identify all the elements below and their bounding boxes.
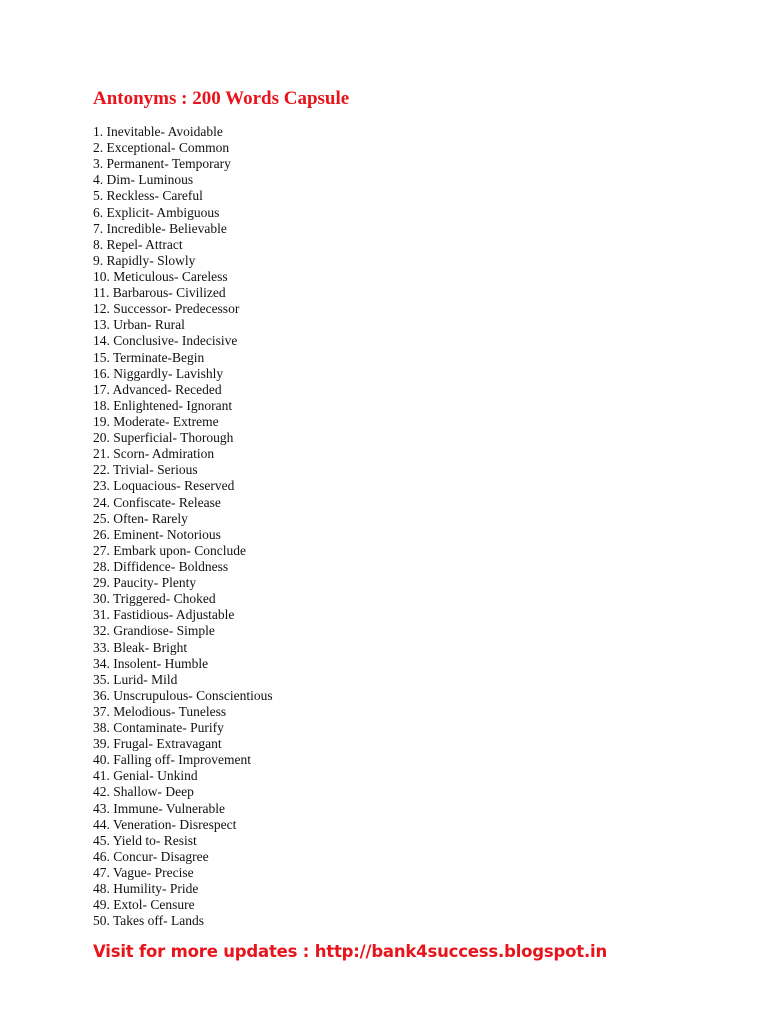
list-item: 29. Paucity- Plenty <box>93 575 197 591</box>
list-item: 40. Falling off- Improvement <box>93 752 251 768</box>
list-item: 28. Diffidence- Boldness <box>93 558 229 574</box>
list-item: 46. Concur- Disagree <box>93 848 209 864</box>
list-item: 25. Often- Rarely <box>93 510 188 526</box>
list-item: 48. Humility- Pride <box>93 881 199 897</box>
list-item: 5. Reckless- Careful <box>93 188 203 204</box>
list-item: 39. Frugal- Extravagant <box>93 736 222 752</box>
list-item: 27. Embark upon- Conclude <box>93 542 246 558</box>
list-item: 31. Fastidious- Adjustable <box>93 607 235 623</box>
antonym-list <box>93 124 273 929</box>
list-item: 1. Inevitable- Avoidable <box>93 124 223 139</box>
list-item: 50. Takes off- Lands <box>93 913 205 929</box>
list-item: 11. Barbarous- Civilized <box>93 285 226 301</box>
list-item: 18. Enlightened- Ignorant <box>93 397 233 413</box>
list-item: 20. Superficial- Thorough <box>93 430 234 446</box>
list-item: 12. Successor- Predecessor <box>93 301 240 317</box>
list-item: 33. Bleak- Bright <box>93 639 188 655</box>
list-item: 42. Shallow- Deep <box>93 784 194 800</box>
list-item: 15. Terminate-Begin <box>93 349 205 365</box>
list-item: 44. Veneration- Disrespect <box>93 816 237 832</box>
list-item: 6. Explicit- Ambiguous <box>93 204 220 220</box>
list-item: 37. Melodious- Tuneless <box>93 703 227 719</box>
list-item: 36. Unscrupulous- Conscientious <box>93 687 273 703</box>
list-item: 23. Loquacious- Reserved <box>93 478 235 494</box>
list-item: 26. Eminent- Notorious <box>93 526 221 542</box>
list-item: 32. Grandiose- Simple <box>93 623 215 639</box>
list-item: 13. Urban- Rural <box>93 317 185 333</box>
list-item: 14. Conclusive- Indecisive <box>93 333 238 349</box>
list-item: 7. Incredible- Believable <box>93 220 227 236</box>
document-title: Antonyms : 200 Words Capsule <box>93 88 350 109</box>
list-item: 30. Triggered- Choked <box>93 591 216 607</box>
list-item: 38. Contaminate- Purify <box>93 720 224 736</box>
list-item: 2. Exceptional- Common <box>93 140 230 156</box>
list-item: 19. Moderate- Extreme <box>93 413 219 429</box>
list-item: 47. Vague- Precise <box>93 865 194 881</box>
list-item: 49. Extol- Censure <box>93 897 195 913</box>
list-item: 41. Genial- Unkind <box>93 768 198 784</box>
list-item: 8. Repel- Attract <box>93 236 183 252</box>
list-item: 10. Meticulous- Careless <box>93 268 228 284</box>
list-item: 9. Rapidly- Slowly <box>93 252 196 268</box>
list-item: 16. Niggardly- Lavishly <box>93 365 224 381</box>
list-item: 22. Trivial- Serious <box>93 462 198 478</box>
list-item: 4. Dim- Luminous <box>93 172 194 188</box>
list-item: 35. Lurid- Mild <box>93 671 178 687</box>
list-item: 3. Permanent- Temporary <box>93 156 231 172</box>
list-item: 34. Insolent- Humble <box>93 655 209 671</box>
footer-link-text: Visit for more updates : http://bank4success.blogspot.in <box>93 942 608 961</box>
list-item: 45. Yield to- Resist <box>93 832 197 848</box>
list-item: 43. Immune- Vulnerable <box>93 800 226 816</box>
list-item: 17. Advanced- Receded <box>93 381 222 397</box>
list-item: 24. Confiscate- Release <box>93 494 221 510</box>
list-item: 21. Scorn- Admiration <box>93 446 215 462</box>
